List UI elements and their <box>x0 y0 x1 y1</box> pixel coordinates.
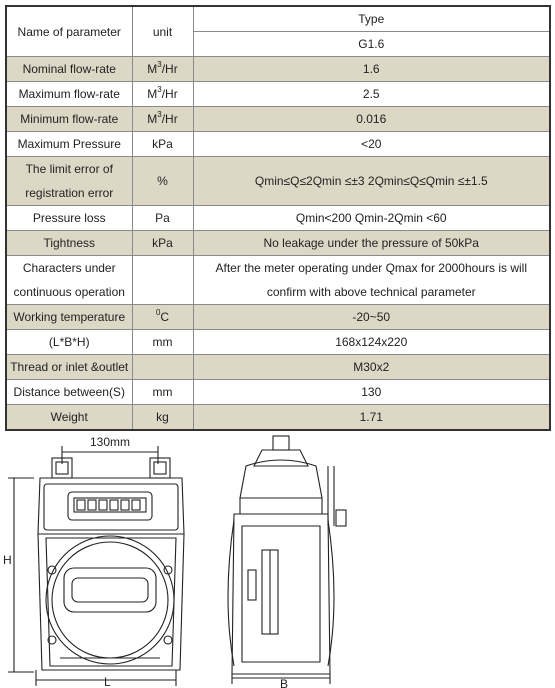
unit-base: kPa <box>152 137 173 151</box>
parameter-value: Qmin<200 Qmin-2Qmin <60 <box>193 206 550 231</box>
parameter-name: Tightness <box>6 231 132 256</box>
parameter-value: No leakage under the pressure of 50kPa <box>193 231 550 256</box>
unit-superscript: 3 <box>157 110 162 119</box>
spec-row <box>6 305 550 330</box>
spec-row <box>6 82 550 107</box>
dimension-label-l: L <box>104 675 111 688</box>
parameter-name: Weight <box>6 405 132 431</box>
unit-tail: C <box>160 310 170 324</box>
parameter-name: Pressure loss <box>6 206 132 231</box>
header-name-of-parameter: Name of parameter <box>6 6 132 57</box>
parameter-value: -20~50 <box>193 305 550 330</box>
spec-row <box>6 405 550 431</box>
unit-base: % <box>157 174 168 188</box>
spec-row <box>6 231 550 256</box>
parameter-value: M30x2 <box>193 355 550 380</box>
parameter-unit <box>132 305 193 330</box>
spec-table <box>5 5 551 431</box>
spec-row <box>6 57 550 82</box>
parameter-name: Maximum Pressure <box>6 132 132 157</box>
parameter-unit <box>132 132 193 157</box>
header-model: G1.6 <box>193 32 550 57</box>
parameter-value: 1.6 <box>193 57 550 82</box>
parameter-name: Nominal flow-rate <box>6 57 132 82</box>
parameter-name: Minimum flow-rate <box>6 107 132 132</box>
parameter-name: Maximum flow-rate <box>6 82 132 107</box>
dimension-label-h: H <box>3 553 12 567</box>
meter-drawing <box>0 430 555 688</box>
parameter-value: Qmin≤Q≤2Qmin ≤±3 2Qmin≤Q≤Qmin ≤±1.5 <box>193 157 550 206</box>
parameter-name: Characters under continuous operation <box>6 256 132 305</box>
spec-row <box>6 107 550 132</box>
unit-base: Pa <box>155 211 170 225</box>
spec-row <box>6 330 550 355</box>
parameter-value: 130 <box>193 380 550 405</box>
unit-superscript: 0 <box>155 308 161 317</box>
parameter-name: (L*B*H) <box>6 330 132 355</box>
unit-superscript: 3 <box>157 60 162 69</box>
parameter-unit <box>132 82 193 107</box>
parameter-unit <box>132 355 193 380</box>
unit-tail: /Hr <box>161 62 178 76</box>
header-type: Type <box>193 6 550 32</box>
spec-row <box>6 380 550 405</box>
parameter-unit <box>132 405 193 431</box>
parameter-unit <box>132 256 193 305</box>
parameter-name: Working temperature <box>6 305 132 330</box>
parameter-unit <box>132 157 193 206</box>
unit-base: kg <box>156 410 169 424</box>
parameter-value: After the meter operating under Qmax for 2000hours is will confirm with above technical parameter <box>193 256 550 305</box>
parameter-value: <20 <box>193 132 550 157</box>
spec-row <box>6 132 550 157</box>
dimension-label-130mm: 130mm <box>90 435 131 449</box>
unit-tail: /Hr <box>161 87 178 101</box>
parameter-name: Thread or inlet &outlet <box>6 355 132 380</box>
parameter-unit <box>132 380 193 405</box>
unit-base: mm <box>152 335 173 349</box>
parameter-unit <box>132 107 193 132</box>
front-view-drawing <box>8 446 184 686</box>
spec-row <box>6 157 550 206</box>
parameter-unit <box>132 206 193 231</box>
parameter-name: The limit error of registration error <box>6 157 132 206</box>
unit-tail: /Hr <box>161 112 178 126</box>
dimension-label-b: B <box>280 677 289 688</box>
parameter-value: 168x124x220 <box>193 330 550 355</box>
unit-base: kPa <box>152 236 173 250</box>
unit-base: M <box>147 62 158 76</box>
spec-row <box>6 355 550 380</box>
spec-row <box>6 256 550 305</box>
parameter-name: Distance between(S) <box>6 380 132 405</box>
parameter-unit <box>132 330 193 355</box>
unit-base: M <box>147 112 158 126</box>
unit-base: mm <box>152 385 173 399</box>
header-unit: unit <box>132 6 193 57</box>
parameter-unit <box>132 57 193 82</box>
parameter-value: 2.5 <box>193 82 550 107</box>
parameter-value: 1.71 <box>193 405 550 431</box>
parameter-unit <box>132 231 193 256</box>
spec-row <box>6 206 550 231</box>
parameter-value: 0.016 <box>193 107 550 132</box>
unit-superscript: 3 <box>157 85 162 94</box>
unit-base: M <box>147 87 158 101</box>
side-view-drawing <box>228 436 346 684</box>
